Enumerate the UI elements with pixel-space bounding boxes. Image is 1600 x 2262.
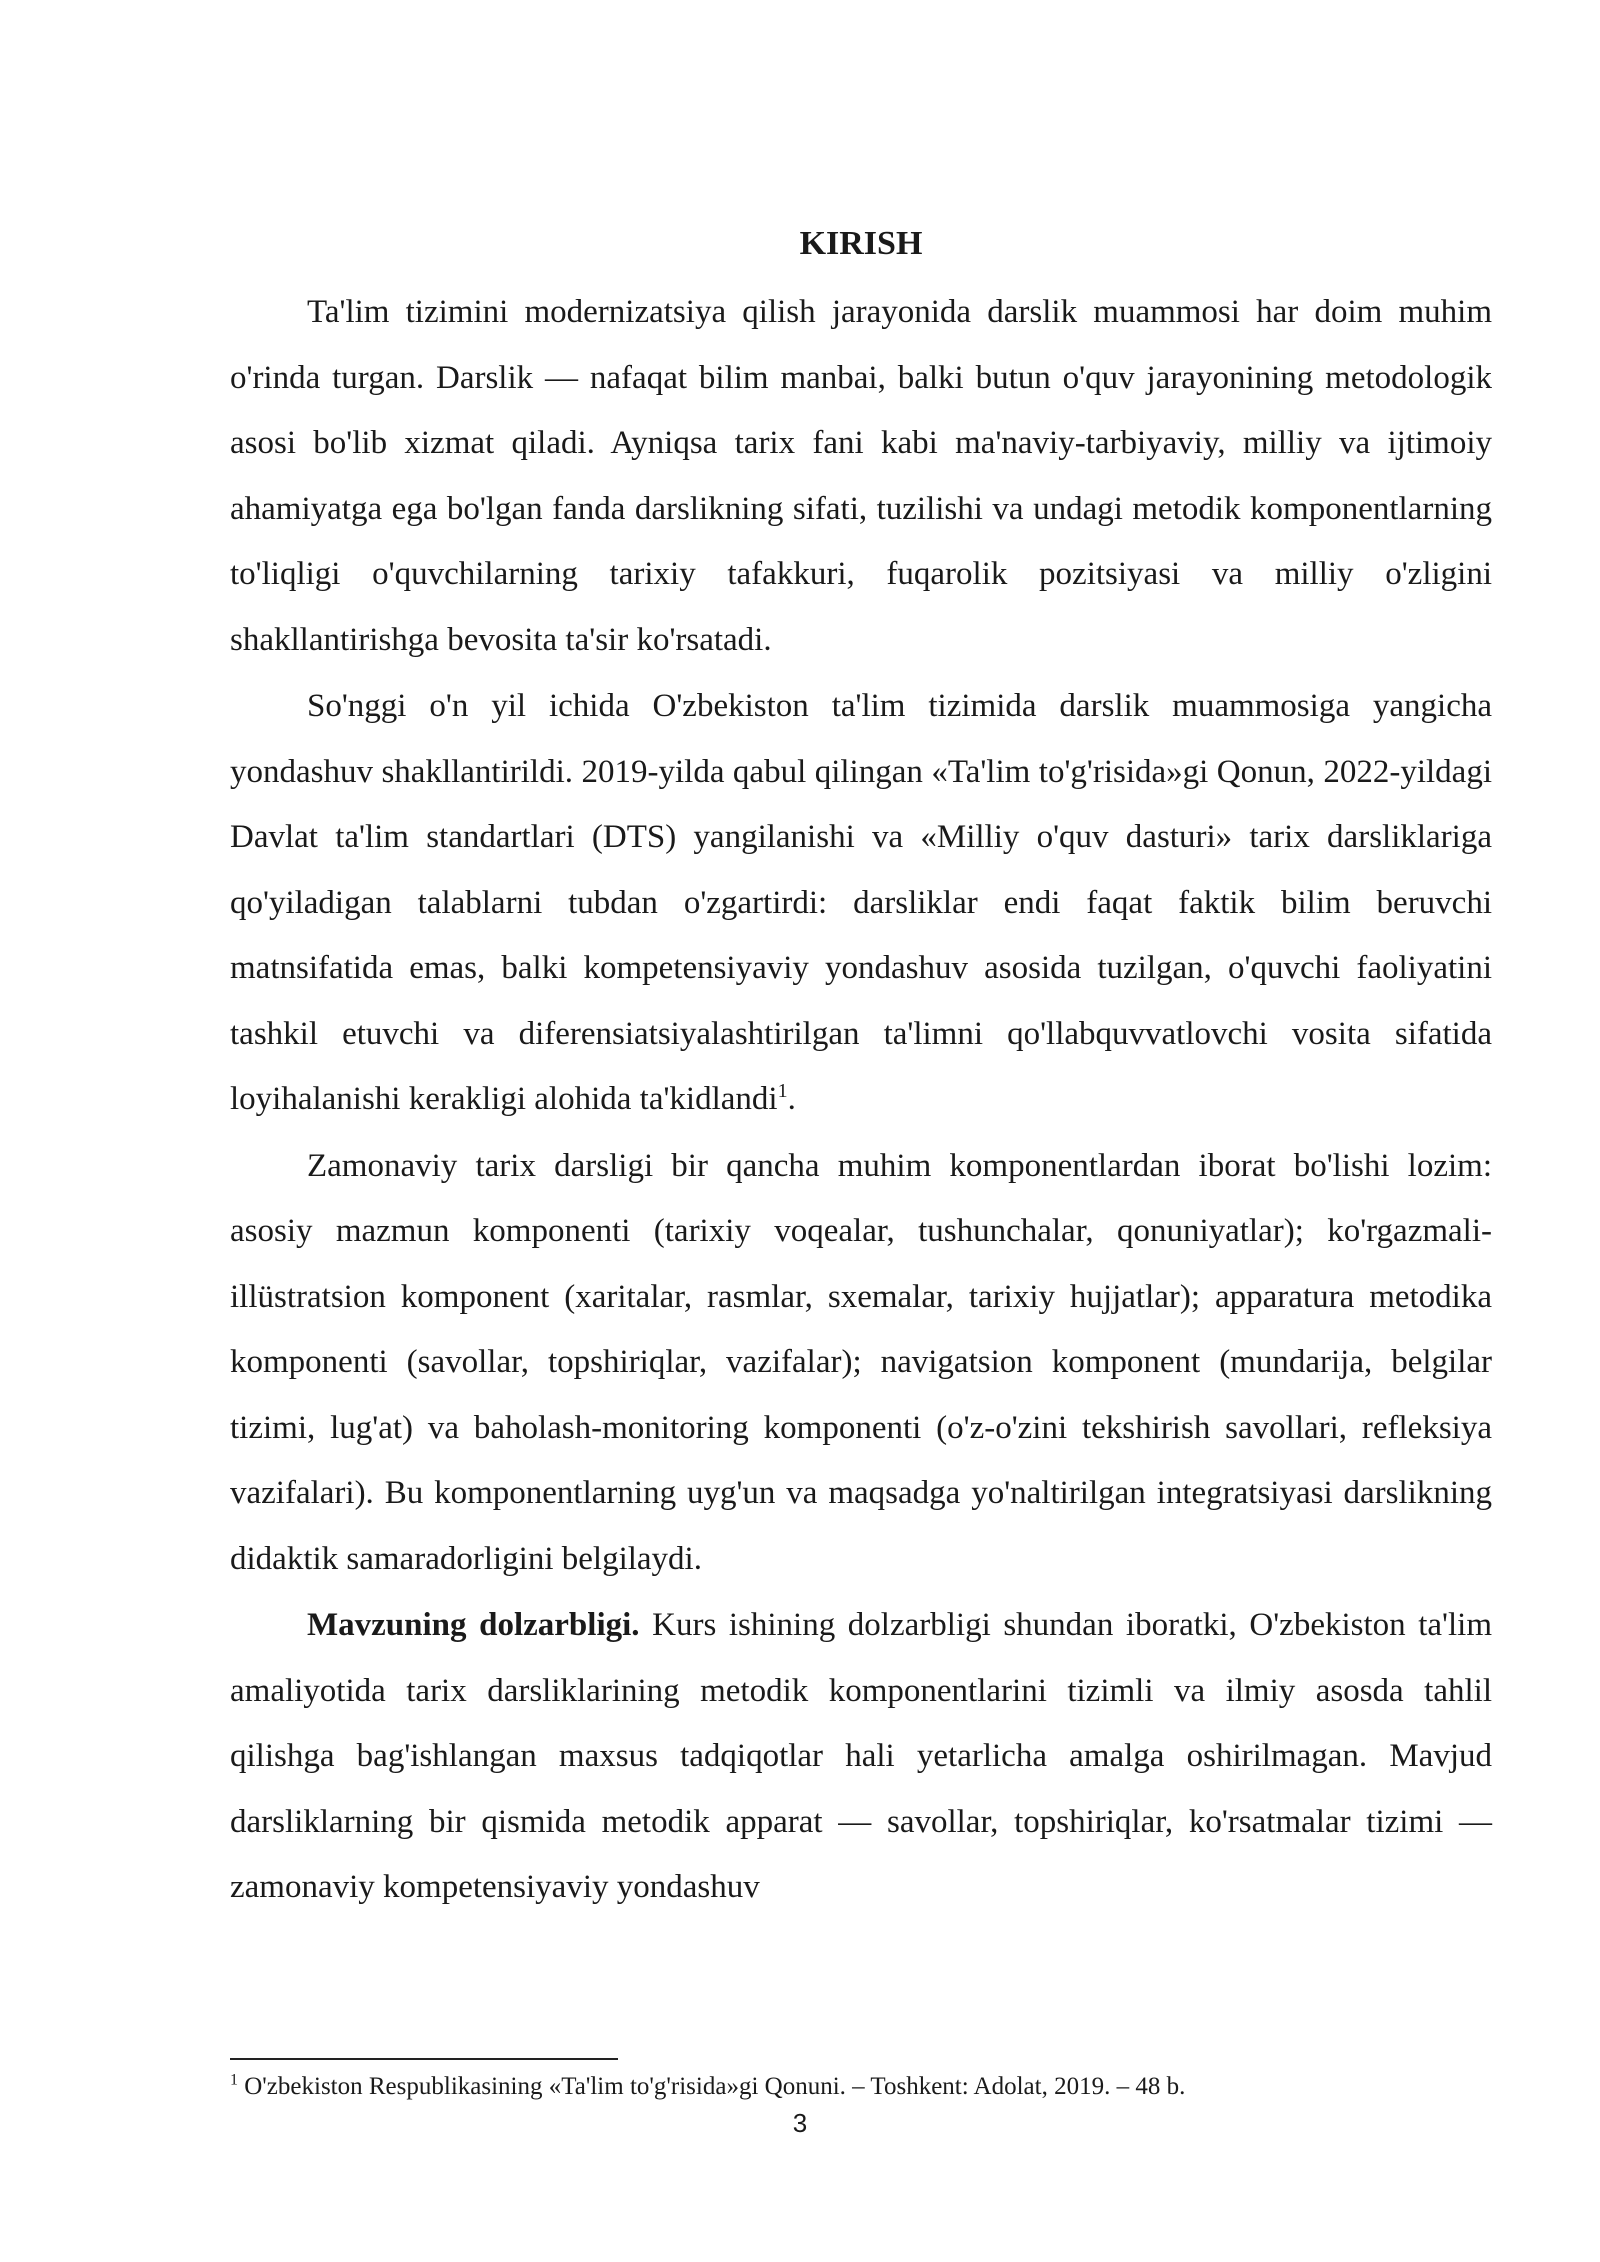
page-number: 3	[792, 2108, 808, 2138]
paragraph-1: Ta'lim tizimini modernizatsiya qilish jarayonida darslik muammosi har doim muhim o'rinda turgan. Darslik — nafaqat bilim manbai, balki butun o'quv jarayonining metodologik asosi bo'lib xizmat qiladi. Ayniqsa tarix fani kabi ma'naviy-tarbiyaviy, milliy va ijtimoiy ahamiyatga ega bo'lgan fanda darslikning sifati, tuzilishi va undagi metodik komponentlarning to'liqligi o'quvchilarning tarixiy tafakkuri, fuqarolik pozitsiyasi va milliy o'zligini shakllantirishga bevosita ta'sir ko'rsatadi.	[230, 294, 1492, 658]
footnote-divider	[230, 2058, 618, 2060]
paragraph-3: Zamonaviy tarix darsligi bir qancha muhim komponentlardan iborat bo'lishi lozim: asosiy mazmun komponenti (tarixiy voqealar, tushunchalar, qonuniyatlar); ko'rgazmali-illüstratsion komponent (xaritalar, rasmlar, sxemalar, tarixiy hujjatlar); apparatura metodika komponenti (savollar, topshiriqlar, vazifalar); navigatsion komponent (mundarija, belgilar tizimi, lug'at) va baholash-monitoring komponenti (o'z-o'zini tekshirish savollari, refleksiya vazifalari). Bu komponentlarning uyg'un va maqsadga yo'naltirilgan integratsiyasi darslikning didaktik samaradorligini belgilaydi.	[230, 1147, 1492, 1577]
footnote-reference[interactable]: 1	[777, 1080, 788, 1102]
footnote	[230, 2072, 1492, 2102]
section-heading: KIRISH	[799, 225, 923, 262]
paragraph-4-text: Kurs ishining dolzarbligi shundan iboratki, O'zbekiston ta'lim amaliyotida tarix darsliklarining metodik komponentlarini tizimli va ilmiy asosda tahlil qilishga bag'ishlangan maxsus tadqiqotlar hali yetarlicha amalga oshirilmagan. Mavjud darsliklarning bir qismida metodik apparat — savollar, topshiriqlar, ko'rsatmalar tizimi — zamonaviy kompetensiyaviy yondashuv	[230, 1607, 1492, 1905]
paragraph-2-text: So'nggi o'n yil ichida O'zbekiston ta'lim tizimida darslik muammosiga yangicha yondashuv shakllantirildi. 2019-yilda qabul qilingan «Ta'lim to'g'risida»gi Qonun, 2022-yildagi Davlat ta'lim standartlari (DTS) yangilanishi va «Milliy o'quv dasturi» tarix darsliklariga qo'yiladigan talablarni tubdan o'zgartirdi: darsliklar endi faqat faktik bilim beruvchi matnsifatida emas, balki kompetensiyaviy yondashuv asosida tuzilgan, o'quvchi faoliyatini tashkil etuvchi va diferensiatsiyalashtirilgan ta'limni qo'llabquvvatlovchi vosita sifatida loyihalanishi kerakligi alohida ta'kidlandi	[230, 688, 1492, 1117]
paragraph-2	[230, 674, 1492, 1133]
document-page	[230, 218, 1492, 1922]
footnote-number: 1	[230, 2071, 238, 2089]
paragraph-4	[230, 1593, 1492, 1921]
relevance-label: Mavzuning dolzarbligi.	[307, 1607, 640, 1643]
paragraph-2-end: .	[787, 1081, 796, 1117]
footnote-text: O'zbekiston Respublikasining «Ta'lim to'g'risida»gi Qonuni. – Toshkent: Adolat, 2019. – 48 b.	[244, 2073, 1186, 2100]
